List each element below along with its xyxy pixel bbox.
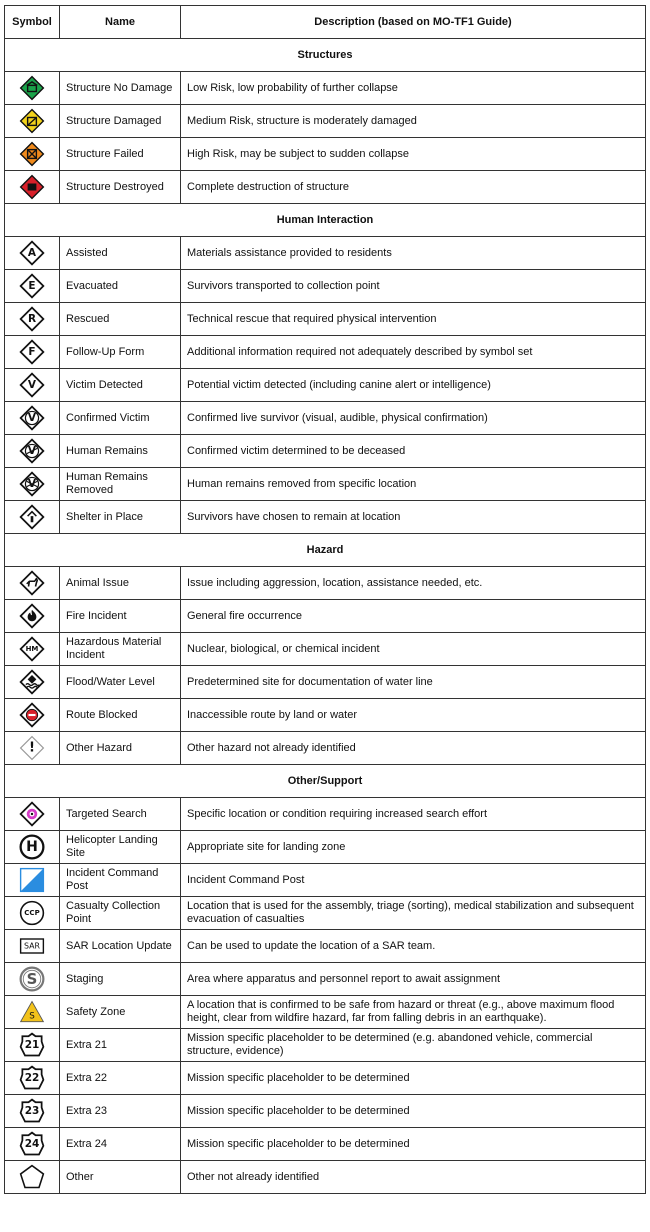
symbol-description: Issue including aggression, location, assistance needed, etc.: [181, 567, 646, 600]
legend-row: [5, 831, 646, 864]
symbol-description: Survivors transported to collection point: [181, 270, 646, 303]
legend-row: [5, 1029, 646, 1062]
symbol-name: Structure Failed: [60, 138, 181, 171]
symbol-description: High Risk, may be subject to sudden collapse: [181, 138, 646, 171]
svg-text:H: H: [26, 839, 38, 855]
legend-row: [5, 1095, 646, 1128]
svg-text:E: E: [28, 280, 36, 292]
rescued-icon: [18, 305, 46, 333]
symbol-cell: [5, 831, 60, 864]
svg-text:24: 24: [24, 1138, 40, 1150]
symbol-cell: [5, 567, 60, 600]
legend-row: [5, 435, 646, 468]
symbol-name: Extra 21: [60, 1029, 181, 1062]
legend-row: [5, 369, 646, 402]
symbol-name: Hazardous Material Incident: [60, 633, 181, 666]
symbol-description: Specific location or condition requiring increased search effort: [181, 798, 646, 831]
symbol-cell: [5, 864, 60, 897]
symbol-cell: [5, 963, 60, 996]
symbol-cell: [5, 996, 60, 1029]
legend-body: [5, 39, 646, 1194]
svg-text:HM: HM: [25, 645, 39, 653]
human-remains-removed-icon: [18, 470, 46, 498]
symbol-cell: [5, 369, 60, 402]
symbol-description: Predetermined site for documentation of water line: [181, 666, 646, 699]
symbol-description: Incident Command Post: [181, 864, 646, 897]
symbol-description: Area where apparatus and personnel report to await assignment: [181, 963, 646, 996]
extra-23-icon: [18, 1097, 46, 1125]
shelter-in-place-icon: [18, 503, 46, 531]
header-description: Description (based on MO-TF1 Guide): [181, 6, 646, 39]
symbol-description: Potential victim detected (including canine alert or intelligence): [181, 369, 646, 402]
symbol-name: Human Remains Removed: [60, 468, 181, 501]
svg-text:F: F: [28, 346, 36, 358]
structure-damaged-icon: [18, 107, 46, 135]
header-row: [5, 6, 646, 39]
symbol-description: General fire occurrence: [181, 600, 646, 633]
symbol-name: Shelter in Place: [60, 501, 181, 534]
symbol-name: Structure Damaged: [60, 105, 181, 138]
symbol-name: Rescued: [60, 303, 181, 336]
legend-row: [5, 1128, 646, 1161]
human-remains-icon: [18, 437, 46, 465]
sar-location-icon: [18, 932, 46, 960]
svg-text:A: A: [27, 247, 37, 259]
hazardous-material-icon: [18, 635, 46, 663]
svg-text:!: !: [29, 740, 35, 756]
symbol-cell: [5, 237, 60, 270]
symbol-cell: [5, 105, 60, 138]
symbol-name: Safety Zone: [60, 996, 181, 1029]
symbol-name: Casualty Collection Point: [60, 897, 181, 930]
symbol-name: Assisted: [60, 237, 181, 270]
svg-text:V: V: [27, 478, 37, 490]
symbol-description: Materials assistance provided to residents: [181, 237, 646, 270]
evacuated-icon: [18, 272, 46, 300]
pentagon-icon: [18, 1163, 46, 1191]
symbol-description: Additional information required not adequately described by symbol set: [181, 336, 646, 369]
symbol-cell: [5, 435, 60, 468]
symbol-description: Location that is used for the assembly, triage (sorting), medical stabilization and subsequent evacuation of casualties: [181, 897, 646, 930]
symbol-description: A location that is confirmed to be safe from hazard or threat (e.g., above maximum flood height, clear from wildfire hazard, far from falling debris in an earthquake).: [181, 996, 646, 1029]
symbol-cell: [5, 402, 60, 435]
symbol-description: Mission specific placeholder to be determined: [181, 1062, 646, 1095]
svg-text:S: S: [29, 1011, 35, 1022]
legend-row: [5, 270, 646, 303]
symbol-description: Confirmed live survivor (visual, audible, physical confirmation): [181, 402, 646, 435]
symbol-description: Other not already identified: [181, 1161, 646, 1194]
fire-incident-icon: [18, 602, 46, 630]
symbol-name: Victim Detected: [60, 369, 181, 402]
legend-row: [5, 138, 646, 171]
symbol-description: Appropriate site for landing zone: [181, 831, 646, 864]
symbol-name: Route Blocked: [60, 699, 181, 732]
safety-zone-icon: [18, 998, 46, 1026]
structure-destroyed-icon: [18, 173, 46, 201]
symbol-cell: [5, 501, 60, 534]
symbol-description: Complete destruction of structure: [181, 171, 646, 204]
section-title: Hazard: [5, 534, 646, 567]
symbol-name: Human Remains: [60, 435, 181, 468]
symbol-description: Nuclear, biological, or chemical incident: [181, 633, 646, 666]
svg-text:SAR: SAR: [24, 941, 40, 951]
symbol-description: Mission specific placeholder to be determined (e.g. abandoned vehicle, commercial structure, evidence): [181, 1029, 646, 1062]
legend-row: [5, 600, 646, 633]
symbol-name: Extra 22: [60, 1062, 181, 1095]
svg-text:S: S: [26, 970, 38, 988]
svg-text:23: 23: [24, 1105, 40, 1117]
symbol-name: Structure No Damage: [60, 72, 181, 105]
assisted-icon: [18, 239, 46, 267]
symbol-name: Helicopter Landing Site: [60, 831, 181, 864]
symbol-cell: [5, 1062, 60, 1095]
other-hazard-icon: [18, 734, 46, 762]
extra-24-icon: [18, 1130, 46, 1158]
symbol-description: Inaccessible route by land or water: [181, 699, 646, 732]
symbol-cell: [5, 1161, 60, 1194]
section-header-row: [5, 204, 646, 237]
legend-row: [5, 1161, 646, 1194]
legend-row: [5, 699, 646, 732]
symbol-cell: [5, 930, 60, 963]
targeted-search-icon: [18, 800, 46, 828]
symbol-description: Survivors have chosen to remain at location: [181, 501, 646, 534]
legend-row: [5, 171, 646, 204]
follow-up-form-icon: [18, 338, 46, 366]
symbol-name: Other: [60, 1161, 181, 1194]
svg-text:22: 22: [24, 1072, 40, 1084]
symbol-description: Other hazard not already identified: [181, 732, 646, 765]
staging-icon: [18, 965, 46, 993]
symbol-description: Confirmed victim determined to be deceased: [181, 435, 646, 468]
svg-text:21: 21: [24, 1039, 40, 1051]
symbol-description: Can be used to update the location of a SAR team.: [181, 930, 646, 963]
legend-row: [5, 864, 646, 897]
legend-row: [5, 336, 646, 369]
symbol-description: Mission specific placeholder to be determined: [181, 1128, 646, 1161]
legend-row: [5, 72, 646, 105]
extra-21-icon: [18, 1031, 46, 1059]
legend-row: [5, 501, 646, 534]
symbol-cell: [5, 798, 60, 831]
symbol-description: Technical rescue that required physical intervention: [181, 303, 646, 336]
legend-row: [5, 237, 646, 270]
victim-detected-icon: [18, 371, 46, 399]
symbol-cell: [5, 336, 60, 369]
symbol-cell: [5, 897, 60, 930]
symbol-cell: [5, 600, 60, 633]
symbol-cell: [5, 1128, 60, 1161]
symbol-cell: [5, 699, 60, 732]
section-title: Other/Support: [5, 765, 646, 798]
symbol-description: Human remains removed from specific location: [181, 468, 646, 501]
section-header-row: [5, 534, 646, 567]
symbol-cell: [5, 633, 60, 666]
legend-row: [5, 666, 646, 699]
svg-text:V: V: [27, 412, 37, 424]
svg-text:V: V: [27, 445, 37, 457]
symbol-cell: [5, 270, 60, 303]
symbol-name: Other Hazard: [60, 732, 181, 765]
symbol-cell: [5, 138, 60, 171]
symbol-name: Follow-Up Form: [60, 336, 181, 369]
symbol-cell: [5, 468, 60, 501]
casualty-collection-icon: [18, 899, 46, 927]
symbol-cell: [5, 732, 60, 765]
structure-no-damage-icon: [18, 74, 46, 102]
legend-row: [5, 468, 646, 501]
symbol-name: Evacuated: [60, 270, 181, 303]
symbol-name: Extra 24: [60, 1128, 181, 1161]
symbol-description: Mission specific placeholder to be determined: [181, 1095, 646, 1128]
svg-text:R: R: [27, 313, 37, 325]
helicopter-landing-icon: [18, 833, 46, 861]
legend-row: [5, 732, 646, 765]
symbol-cell: [5, 171, 60, 204]
legend-row: [5, 897, 646, 930]
header-symbol: Symbol: [5, 6, 60, 39]
legend-row: [5, 402, 646, 435]
legend-row: [5, 105, 646, 138]
svg-text:CCP: CCP: [24, 909, 40, 917]
section-title: Human Interaction: [5, 204, 646, 237]
symbol-description: Low Risk, low probability of further collapse: [181, 72, 646, 105]
route-blocked-icon: [18, 701, 46, 729]
legend-row: [5, 633, 646, 666]
symbol-name: Staging: [60, 963, 181, 996]
legend-row: [5, 996, 646, 1029]
symbol-name: Animal Issue: [60, 567, 181, 600]
legend-row: [5, 567, 646, 600]
symbol-name: Targeted Search: [60, 798, 181, 831]
symbol-name: Fire Incident: [60, 600, 181, 633]
confirmed-victim-icon: [18, 404, 46, 432]
structure-failed-icon: [18, 140, 46, 168]
svg-text:V: V: [27, 379, 37, 391]
symbol-name: Confirmed Victim: [60, 402, 181, 435]
symbol-description: Medium Risk, structure is moderately damaged: [181, 105, 646, 138]
incident-command-post-icon: [18, 866, 46, 894]
section-header-row: [5, 39, 646, 72]
symbol-name: Flood/Water Level: [60, 666, 181, 699]
symbol-cell: [5, 72, 60, 105]
symbol-cell: [5, 1095, 60, 1128]
symbol-cell: [5, 1029, 60, 1062]
legend-row: [5, 930, 646, 963]
header-name: Name: [60, 6, 181, 39]
symbol-name: Extra 23: [60, 1095, 181, 1128]
legend-row: [5, 303, 646, 336]
section-header-row: [5, 765, 646, 798]
symbol-cell: [5, 303, 60, 336]
legend-row: [5, 798, 646, 831]
flood-water-level-icon: [18, 668, 46, 696]
legend-row: [5, 963, 646, 996]
symbol-name: Incident Command Post: [60, 864, 181, 897]
extra-22-icon: [18, 1064, 46, 1092]
symbol-cell: [5, 666, 60, 699]
symbol-name: SAR Location Update: [60, 930, 181, 963]
symbol-name: Structure Destroyed: [60, 171, 181, 204]
symbol-legend-table: [4, 5, 646, 1194]
animal-issue-icon: [18, 569, 46, 597]
legend-row: [5, 1062, 646, 1095]
section-title: Structures: [5, 39, 646, 72]
